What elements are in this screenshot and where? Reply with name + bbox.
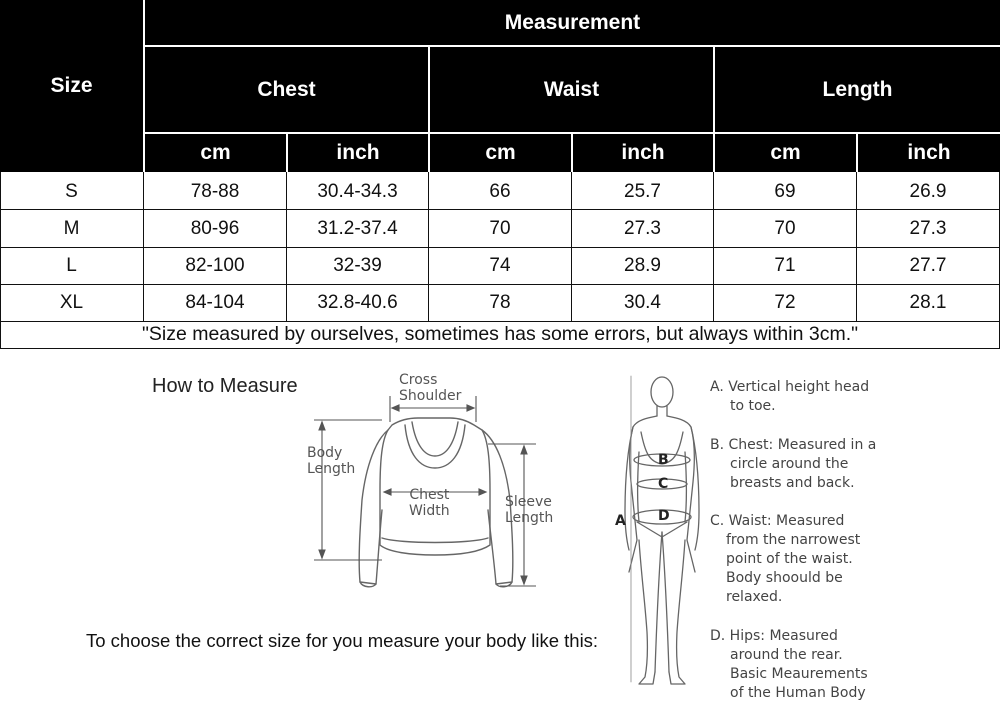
table-cell — [287, 210, 428, 247]
figure-letter-c: C — [658, 476, 669, 492]
table-cell — [287, 285, 428, 321]
table-cell — [287, 248, 428, 284]
table-cell — [429, 210, 571, 247]
table-cell — [144, 173, 286, 210]
table-cell — [144, 285, 286, 321]
unit-label: cm — [200, 141, 231, 164]
chest-inch-value: 32.8-40.6 — [317, 292, 398, 313]
length-cm-value: 69 — [774, 180, 796, 202]
chest-inch-value: 32-39 — [333, 255, 382, 276]
table-cell — [714, 210, 856, 247]
length-cm-value: 70 — [774, 217, 796, 239]
unit-label: inch — [621, 141, 665, 164]
table-cell — [429, 285, 571, 321]
measurement-note: "Size measured by ourselves, sometimes has some errors, but always within 3cm." — [141, 323, 859, 345]
unit-header-length-inch — [858, 134, 1000, 172]
unit-label: cm — [485, 141, 516, 164]
human-figure-diagram — [615, 372, 705, 692]
label-line: Length — [505, 510, 554, 526]
figure-letter-a: A — [615, 513, 626, 529]
label-line: Sleeve — [505, 494, 552, 510]
chest-cm-value: 80-96 — [190, 217, 240, 239]
length-inch-value: 26.9 — [909, 180, 947, 202]
waist-cm-value: 70 — [489, 217, 511, 239]
waist-header — [430, 47, 713, 132]
size-value: M — [63, 217, 80, 239]
instruction-c — [710, 512, 860, 607]
instruction-line: B. Chest: Measured in a — [710, 437, 877, 453]
instruction-line: to toe. — [730, 398, 776, 414]
table-cell — [572, 248, 713, 284]
table-cell — [857, 248, 999, 284]
instruction-d — [710, 627, 868, 703]
table-cell — [429, 173, 571, 210]
unit-header-chest-inch — [288, 134, 428, 172]
instruction-line: Body shoould be — [726, 570, 843, 586]
table-rule — [0, 348, 1000, 349]
instruction-line: D. Hips: Measured — [710, 628, 838, 644]
table-cell — [714, 248, 856, 284]
instruction-line: around the rear. — [730, 647, 843, 663]
length-inch-value: 27.7 — [909, 255, 947, 276]
chest-inch-value: 30.4-34.3 — [317, 180, 398, 202]
chest-header-label: Chest — [257, 77, 316, 101]
instruction-line: circle around the — [730, 456, 849, 472]
label-line: Length — [307, 461, 356, 477]
size-value: XL — [59, 292, 84, 313]
label-line: Width — [409, 503, 450, 519]
size-cell — [0, 173, 143, 210]
instruction-line: of the Human Body — [730, 685, 866, 701]
instruction-b — [710, 436, 876, 493]
table-cell — [857, 210, 999, 247]
waist-header-label: Waist — [543, 77, 600, 101]
table-cell — [144, 210, 286, 247]
table-cell — [857, 173, 999, 210]
waist-inch-value: 28.9 — [624, 255, 661, 276]
unit-header-length-cm — [715, 134, 856, 172]
label-line: Shoulder — [399, 388, 462, 404]
body-length-label — [307, 445, 355, 477]
table-cell — [572, 285, 713, 321]
table-cell — [572, 210, 713, 247]
instruction-line: A. Vertical height head — [710, 379, 870, 395]
table-cell — [144, 248, 286, 284]
length-cm-value: 72 — [774, 292, 796, 313]
instruction-line: C. Waist: Measured — [710, 513, 845, 529]
size-cell — [0, 248, 143, 284]
size-cell — [0, 210, 143, 247]
length-header — [715, 47, 1000, 132]
instruction-line: breasts and back. — [730, 475, 855, 491]
instruction-line: point of the waist. — [726, 551, 853, 567]
unit-label: cm — [770, 141, 801, 164]
instruction-a — [710, 378, 869, 416]
how-to-measure-title: How to Measure — [152, 375, 298, 397]
table-cell — [572, 173, 713, 210]
chest-cm-value: 84-104 — [185, 292, 245, 313]
measurement-header-label: Measurement — [504, 10, 641, 34]
waist-inch-value: 30.4 — [624, 292, 661, 313]
label-line: Body — [307, 445, 343, 461]
table-cell — [287, 173, 428, 210]
measurement-header — [145, 0, 1000, 45]
table-cell — [714, 173, 856, 210]
waist-inch-value: 25.7 — [624, 180, 661, 202]
label-line: Chest — [409, 487, 450, 503]
unit-header-waist-cm — [430, 134, 571, 172]
unit-header-waist-inch — [573, 134, 713, 172]
chest-width-label — [409, 487, 450, 519]
instruction-line: Basic Meaurements — [730, 666, 868, 682]
chest-inch-value: 31.2-37.4 — [317, 217, 398, 239]
size-header — [0, 0, 143, 172]
figure-letter-b: B — [658, 452, 669, 468]
length-header-label: Length — [822, 77, 893, 101]
length-inch-value: 28.1 — [909, 292, 947, 313]
sleeve-length-label — [505, 494, 553, 526]
chest-cm-value: 82-100 — [185, 255, 245, 276]
size-value: L — [66, 255, 77, 276]
label-line: Cross — [399, 372, 438, 388]
instruction-line: from the narrowest — [726, 532, 861, 548]
waist-cm-value: 66 — [489, 180, 511, 202]
waist-cm-value: 74 — [489, 255, 511, 276]
table-cell — [429, 248, 571, 284]
unit-label: inch — [907, 141, 951, 164]
waist-inch-value: 27.3 — [624, 217, 661, 239]
chest-cm-value: 78-88 — [190, 180, 240, 202]
chest-header — [145, 47, 428, 132]
figure-letter-d: D — [658, 508, 670, 524]
sweater-diagram — [300, 370, 570, 600]
length-inch-value: 27.3 — [909, 217, 947, 239]
length-cm-value: 71 — [774, 255, 796, 276]
choose-size-instruction: To choose the correct size for you measure your body like this: — [86, 630, 599, 651]
table-cell — [857, 285, 999, 321]
cross-shoulder-label — [399, 372, 461, 404]
size-value: S — [65, 180, 78, 202]
size-cell — [0, 285, 143, 321]
unit-label: inch — [336, 141, 380, 164]
waist-cm-value: 78 — [489, 292, 511, 313]
unit-header-chest-cm — [145, 134, 286, 172]
table-cell — [714, 285, 856, 321]
size-header-label: Size — [50, 74, 93, 97]
instruction-line: relaxed. — [726, 589, 783, 605]
